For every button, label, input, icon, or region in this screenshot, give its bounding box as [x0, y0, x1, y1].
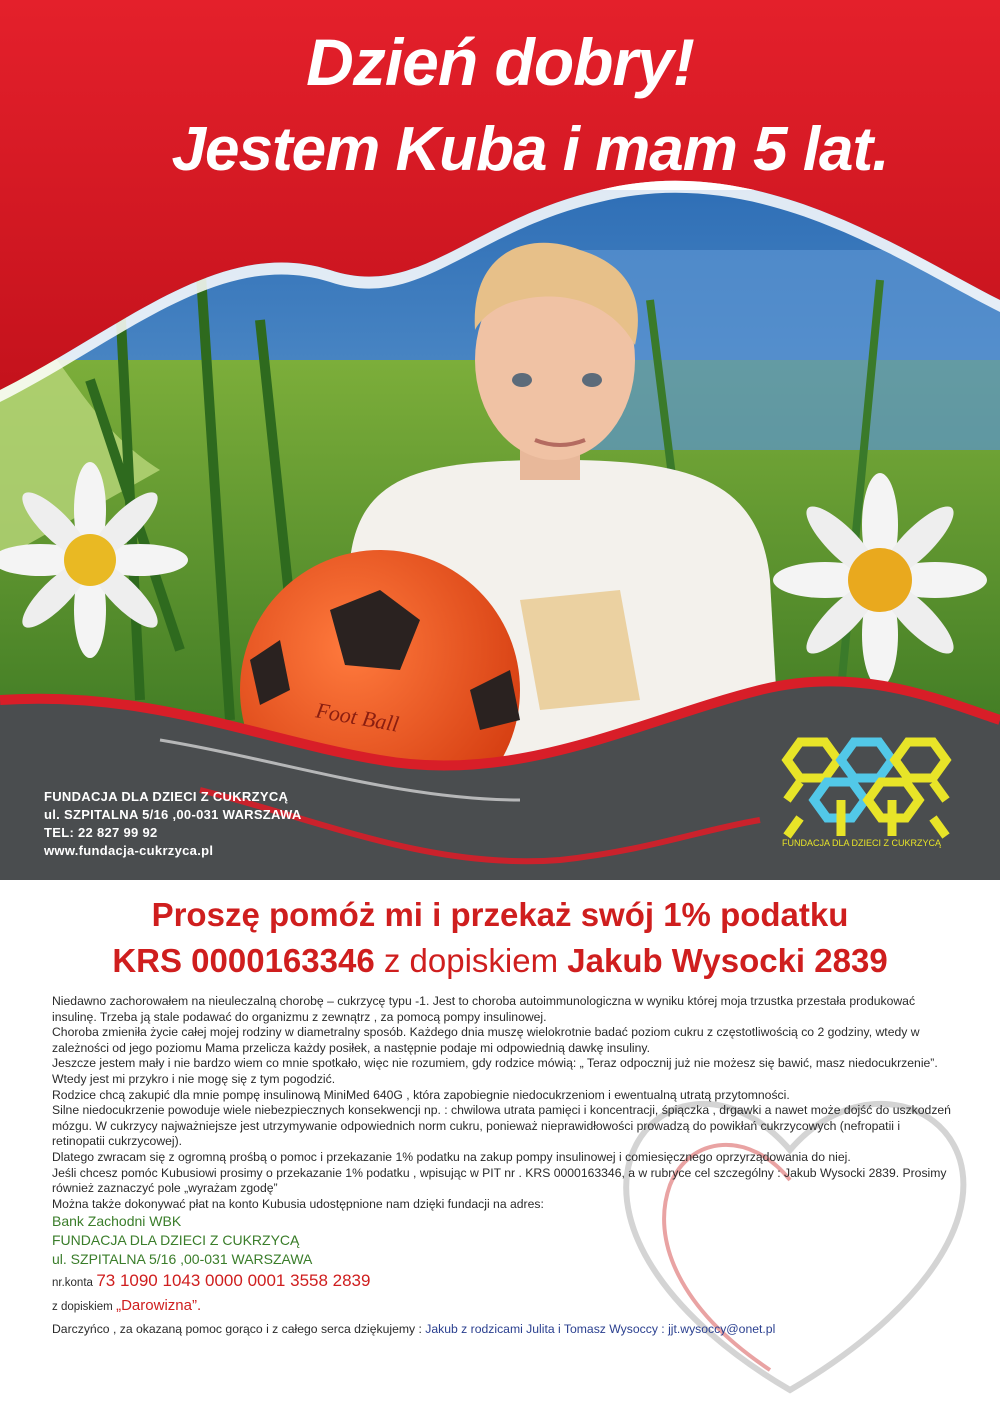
- note-value: „Darowizna”.: [116, 1296, 202, 1314]
- story-paragraph: Choroba zmieniła życie całej mojej rodziny w diametralny sposób. Każdego dnia muszę wielokrotnie badać poziom cukru z częstotliwością co 2 godziny, wtedy w zależności od jego poziomu Mama przelicza każdy posiłek, a następnie podaje mi odpowiednią dawkę insuliny.: [52, 1025, 920, 1055]
- title-intro: Jestem Kuba i mam 5 lat.: [171, 115, 889, 184]
- appeal-krs-line: [0, 940, 1000, 982]
- thanks-signature[interactable]: Jakub z rodzicami Julita i Tomasz Wysoccy : jjt.wysoccy@onet.pl: [425, 1321, 776, 1336]
- account-line: [52, 1273, 952, 1292]
- note-line: [52, 1298, 952, 1316]
- story-paragraph: Można także dokonywać płat na konto Kubusia udostępnione nam dzięki fundacji na adres:: [52, 1196, 544, 1211]
- with-note-label: z dopiskiem: [383, 942, 559, 979]
- krs-number: KRS 0000163346: [112, 942, 375, 979]
- foundation-phone: TEL: 22 827 99 92: [44, 825, 158, 840]
- thanks-line: [52, 1322, 952, 1338]
- beneficiary-name: Jakub Wysocki 2839: [567, 942, 888, 979]
- story-paragraph: Jeśli chcesz pomóc Kubusiowi prosimy o przekazanie 1% podatku , wpisując w PIT nr . KRS 0000163346, a w rubryce cel szczególny : Jakub Wysocki 2839. Prosimy również zaznaczyć pole „wyrażam zgodę”: [52, 1165, 947, 1196]
- story-paragraph: Rodzice chcą zakupić dla mnie pompę insulinową MiniMed 640G , która zapobiegnie niedocukrzeniom i ewentualną utratą przytomności.: [52, 1087, 790, 1102]
- story-paragraph: Jeszcze jestem mały i nie bardzo wiem co mnie spotkało, więc nie rozumiem, gdy rodzice mówią: „ Teraz odpocznij już nie możesz się bawić, masz niedocukrzenie”. Wtedy jest mi przykro i nie mogę się z tym pogodzić.: [52, 1056, 938, 1086]
- ball-label: Foot Ball: [313, 697, 401, 737]
- title-greeting: Dzień dobry!: [306, 25, 694, 99]
- story-paragraph: Dlatego zwracam się z ogromną prośbą o pomoc i przekazanie 1% podatku na zakup pompy insulinowej i comiesięcznego oprzyrządowania do niej.: [52, 1149, 851, 1164]
- story-paragraph: Silne niedocukrzenie powoduje wiele niebezpiecznych konsekwencji np. : chwilowa utrata pamięci i koncentracji, śpiączka , drgawki a nawet może dojść do uszkodzeń mózgu. W cukrzycy najważniejsze jest utrzymywanie odpowiednich norm cukru, ponieważ nieprawidłowości prowadzą do powikłań cukrzycowych (nefropatii i retinopatii cukrzycowej).: [52, 1103, 951, 1149]
- foundation-address: ul. SZPITALNA 5/16 ,00-031 WARSZAWA: [44, 807, 302, 822]
- bank-name: Bank Zachodni WBK: [52, 1213, 182, 1230]
- appeal-headline: Proszę pomóż mi i przekaż swój 1% podatku: [151, 896, 849, 933]
- foundation-website[interactable]: www.fundacja-cukrzyca.pl: [44, 843, 214, 858]
- bank-foundation: FUNDACJA DLA DZIECI Z CUKRZYCĄ: [52, 1232, 300, 1249]
- bank-address: ul. SZPITALNA 5/16 ,00-031 WARSZAWA: [52, 1251, 313, 1268]
- foundation-name: FUNDACJA DLA DZIECI Z CUKRZYCĄ: [44, 789, 289, 804]
- account-label: nr.konta: [52, 1277, 93, 1290]
- note-label: z dopiskiem: [52, 1300, 113, 1313]
- story-text: [52, 994, 952, 1337]
- thanks-text: Darczyńco , za okazaną pomoc gorąco i z całego serca dziękujemy :: [52, 1321, 422, 1336]
- account-number: 73 1090 1043 0000 0001 3558 2839: [96, 1271, 371, 1291]
- story-paragraph: Niedawno zachorowałem na nieuleczalną chorobę – cukrzycę typu -1. Jest to choroba autoimmunologiczna w wyniku której moja trzustka przestała produkować insulinę. Trzeba ją stale podawać do organizmu z zewnątrz , za pomocą pompy insulinowej.: [52, 994, 916, 1024]
- logo-caption: FUNDACJA DLA DZIECI Z CUKRZYCĄ: [782, 838, 942, 848]
